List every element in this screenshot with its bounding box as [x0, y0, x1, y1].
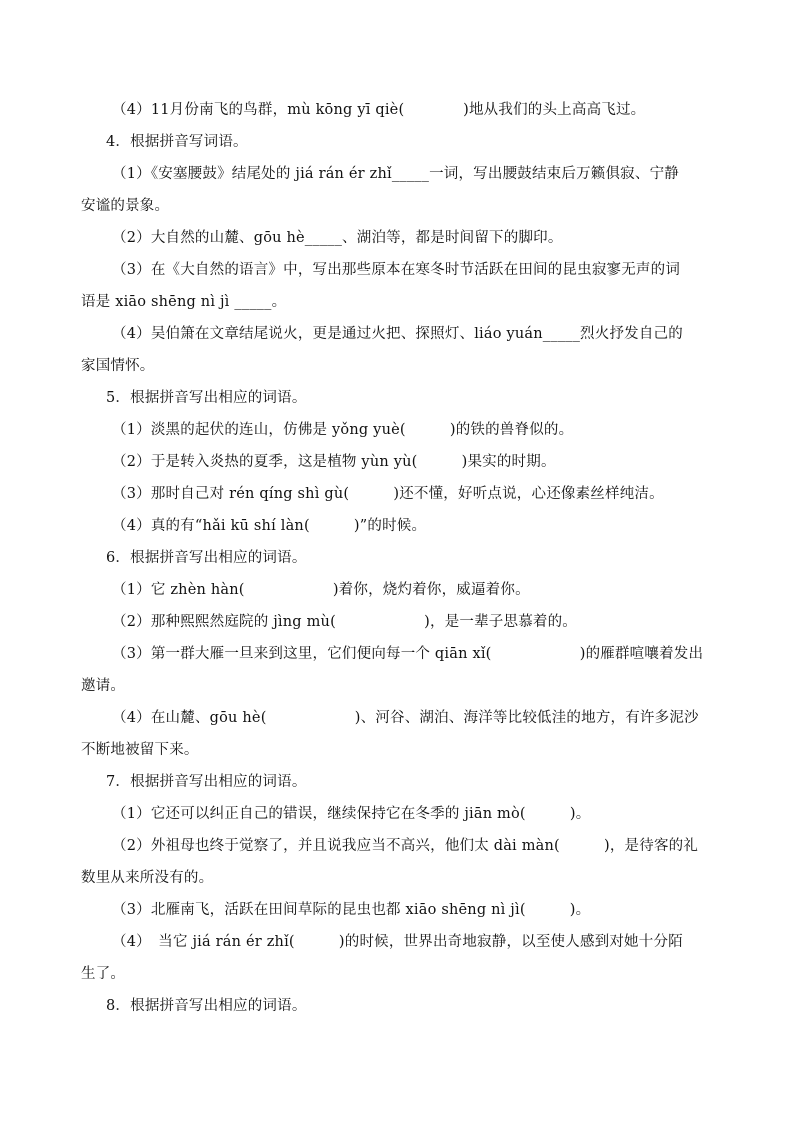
q4-item-1-cont: 安谧的景象。	[81, 198, 170, 214]
q3-item-4: （4）11月份南飞的鸟群，mù kōng yī qiè( )地从我们的头上高高飞过。	[112, 102, 646, 118]
q6-item-3-cont: 邀请。	[81, 678, 126, 694]
q4-item-3: （3）在《大自然的语言》中，写出那些原本在寒冬时节活跃在田间的昆虫寂寥无声的词	[112, 262, 681, 278]
q7-item-1: （1）它还可以纠正自己的错误，继续保持它在冬季的 jiān mò( )。	[112, 806, 591, 822]
q4-item-1: （1）《安塞腰鼓》结尾处的 jiá rán ér zhǐ_____一词，写出腰鼓结束后万籁俱寂、宁静	[112, 166, 679, 182]
q7-item-2-cont: 数里从来所没有的。	[81, 870, 214, 886]
q6-item-4-cont: 不断地被留下来。	[81, 742, 199, 758]
q8-heading: 8．根据拼音写出相应的词语。	[106, 998, 307, 1014]
q7-item-2: （2）外祖母也终于觉察了，并且说我应当不高兴，他们太 dài màn( )，是待客的礼	[112, 838, 699, 854]
q6-item-1: （1）它 zhèn hàn( )着你，烧灼着你，威逼着你。	[112, 582, 530, 598]
q5-item-1: （1）淡黑的起伏的连山，仿佛是 yǒng yuè( )的铁的兽脊似的。	[112, 422, 574, 438]
q7-item-4-cont: 生了。	[81, 966, 126, 982]
q6-item-2: （2）那种熙熙然庭院的 jìng mù( )，是一辈子思慕着的。	[112, 614, 577, 630]
q6-heading: 6．根据拼音写出相应的词语。	[106, 550, 307, 566]
q5-item-3: （3）那时自己对 rén qíng shì gù( )还不懂，好听点说，心还像素丝样纯洁。	[112, 486, 664, 502]
q6-item-3: （3）第一群大雁一旦来到这里，它们便向每一个 qiān xǐ( )的雁群喧嚷着发出	[112, 646, 704, 662]
q6-item-4: （4）在山麓、gōu hè( )、河谷、湖泊、海洋等比较低洼的地方，有许多泥沙	[112, 710, 699, 726]
q4-heading: 4．根据拼音写词语。	[106, 134, 248, 150]
q4-item-4-cont: 家国情怀。	[81, 358, 155, 374]
q5-item-4: （4）真的有“hǎi kū shí làn( )”的时候。	[112, 518, 427, 534]
q7-heading: 7．根据拼音写出相应的词语。	[106, 774, 307, 790]
q4-item-4: （4）吴伯箫在文章结尾说火，更是通过火把、探照灯、liáo yuán_____烈火抒发自己的	[112, 326, 683, 342]
q4-item-3-cont: 语是 xiāo shēng nì jì _____。	[81, 294, 287, 310]
q4-item-2: （2）大自然的山麓、gōu hè_____、湖泊等，都是时间留下的脚印。	[112, 230, 563, 246]
q5-item-2: （2）于是转入炎热的夏季，这是植物 yùn yù( )果实的时期。	[112, 454, 556, 470]
q7-item-4: （4） 当它 jiá rán ér zhǐ( )的时候，世界出奇地寂静，以至使人感到对她十分陌	[112, 934, 683, 950]
q7-item-3: （3）北雁南飞，活跃在田间草际的昆虫也都 xiāo shēng nì jì( )。	[112, 902, 591, 918]
q5-heading: 5．根据拼音写出相应的词语。	[106, 390, 307, 406]
